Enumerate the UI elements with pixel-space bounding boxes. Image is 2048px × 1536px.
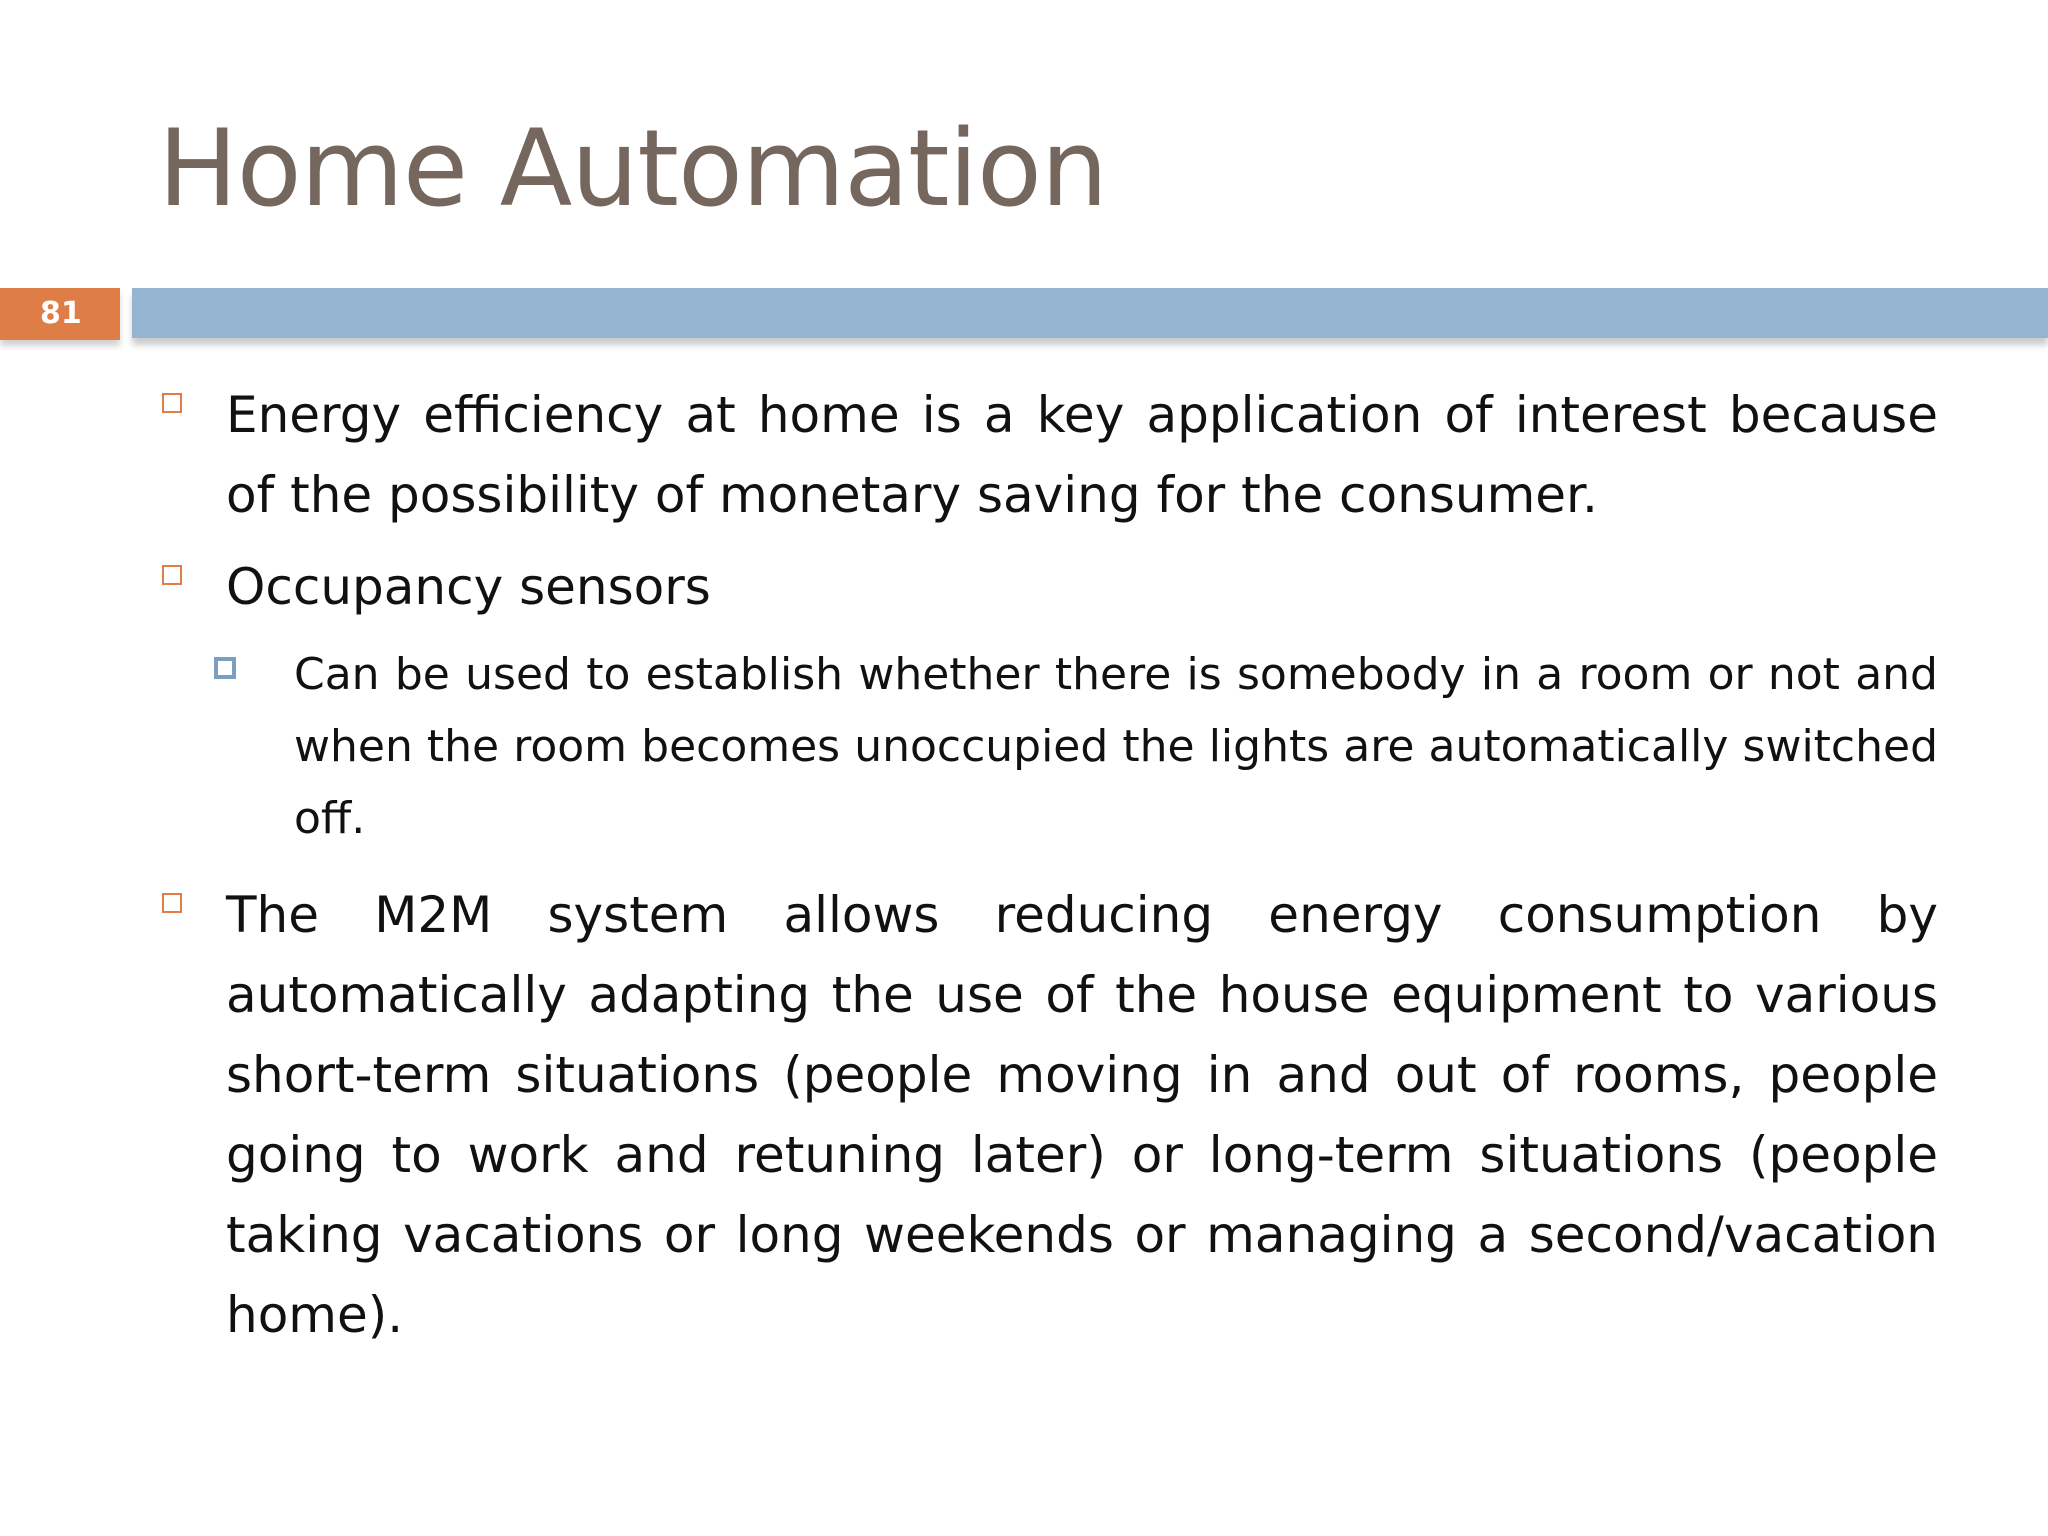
hollow-square-icon [162,565,182,585]
sub-bullet-item [158,639,1938,855]
framed-square-icon [214,657,236,679]
bullet-text: Occupancy sensors [226,558,711,616]
slide-title: Home Automation [158,107,1108,230]
bullet-item [158,875,1938,1355]
hollow-square-icon [162,393,182,413]
bullet-text: The M2M system allows reducing energy consumption by automatically adapting the use of the house equipment to various short-term situations (people moving in and out of rooms, people going to work and retuning later) or long-term situations (people taking vacations or long weekends or managing a second/vacation home). [226,886,1938,1344]
bullet-text: Energy efficiency at home is a key application of interest because of the possibility of monetary saving for the consumer. [226,386,1938,524]
page-number: 81 [0,288,120,340]
bullet-item [158,547,1938,627]
bullet-item [158,375,1938,535]
header-band [132,288,2048,338]
hollow-square-icon [162,893,182,913]
bullet-list [158,375,1938,1367]
sub-bullet-text: Can be used to establish whether there is somebody in a room or not and when the room becomes unoccupied the lights are automatically switched off. [294,649,1938,844]
